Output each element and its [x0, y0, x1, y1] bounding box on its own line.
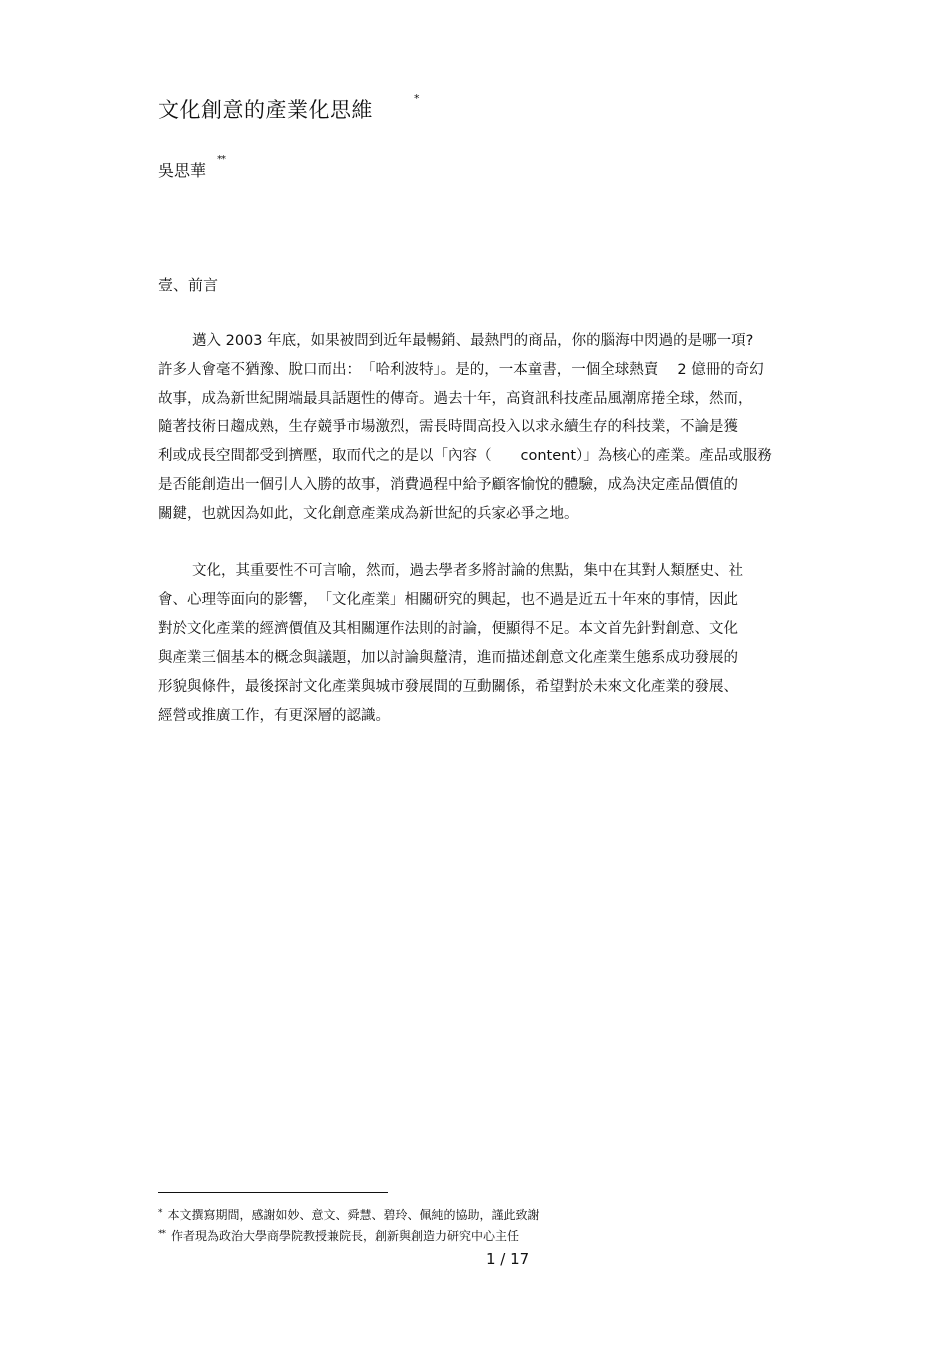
paper-title: 文化創意的產業化思維	[158, 98, 373, 122]
paragraph-line: 故事，成為新世紀開端最具話題性的傳奇。過去十年，高資訊科技產品風潮席捲全球，然而，	[158, 391, 753, 407]
author-footnote-mark: **	[217, 154, 225, 165]
title-footnote-mark: *	[414, 92, 420, 105]
author-name: 吳思華	[158, 161, 207, 180]
paragraph-line: 利或成長空間都受到擠壓，取而代之的是以「內容（ content）」為核心的產業。產品或服務	[158, 448, 772, 464]
footnote-mark: **	[158, 1229, 165, 1239]
paragraph-line: 文化，其重要性不可言喻，然而，過去學者多將討論的焦點，集中在其對人類歷史、社	[192, 563, 743, 579]
footnote-divider	[158, 1192, 388, 1193]
paragraph-line: 隨著技術日趨成熟，生存競爭市場激烈，需長時間高投入以求永續生存的科技業，不論是獲	[158, 419, 738, 435]
page-number: 1 / 17	[486, 1250, 530, 1268]
footnote-2	[158, 1227, 519, 1244]
footnote-1	[158, 1206, 540, 1223]
paragraph-line: 經營或推廣工作，有更深層的認識。	[158, 708, 390, 724]
paragraph-line: 與產業三個基本的概念與議題，加以討論與釐清，進而描述創意文化產業生態系成功發展的	[158, 650, 738, 666]
footnote-text: 作者現為政治大學商學院教授兼院長，創新與創造力研究中心主任	[171, 1229, 520, 1243]
paragraph-line: 是否能創造出一個引人入勝的故事，消費過程中給予顧客愉悅的體驗，成為決定產品價值的	[158, 477, 738, 493]
footnote-text: 本文撰寫期間，感謝如妙、意文、舜慧、碧玲、佩純的協助，謹此致謝	[167, 1208, 540, 1222]
paragraph-line: 關鍵，也就因為如此，文化創意產業成為新世紀的兵家必爭之地。	[158, 506, 579, 522]
paragraph-line: 會、心理等面向的影響， 「文化產業」相關研究的興起，也不過是近五十年來的事情，因此	[158, 592, 738, 608]
section-heading: 壹、前言	[158, 276, 219, 294]
paragraph-line: 對於文化產業的經濟價值及其相關運作法則的討論，便顯得不足。本文首先針對創意、文化	[158, 621, 738, 637]
paragraph-line: 形貌與條件，最後探討文化產業與城市發展間的互動關係，希望對於未來文化產業的發展、	[158, 679, 738, 695]
footnote-mark: *	[158, 1208, 162, 1218]
paragraph-line: 邁入 2003 年底，如果被問到近年最暢銷、最熱門的商品，你的腦海中閃過的是哪一項?	[192, 333, 754, 349]
paragraph-line: 許多人會毫不猶豫、脫口而出： 「哈利波特」。是的，一本童書，一個全球熱賣 2 億冊的奇幻	[158, 362, 764, 378]
